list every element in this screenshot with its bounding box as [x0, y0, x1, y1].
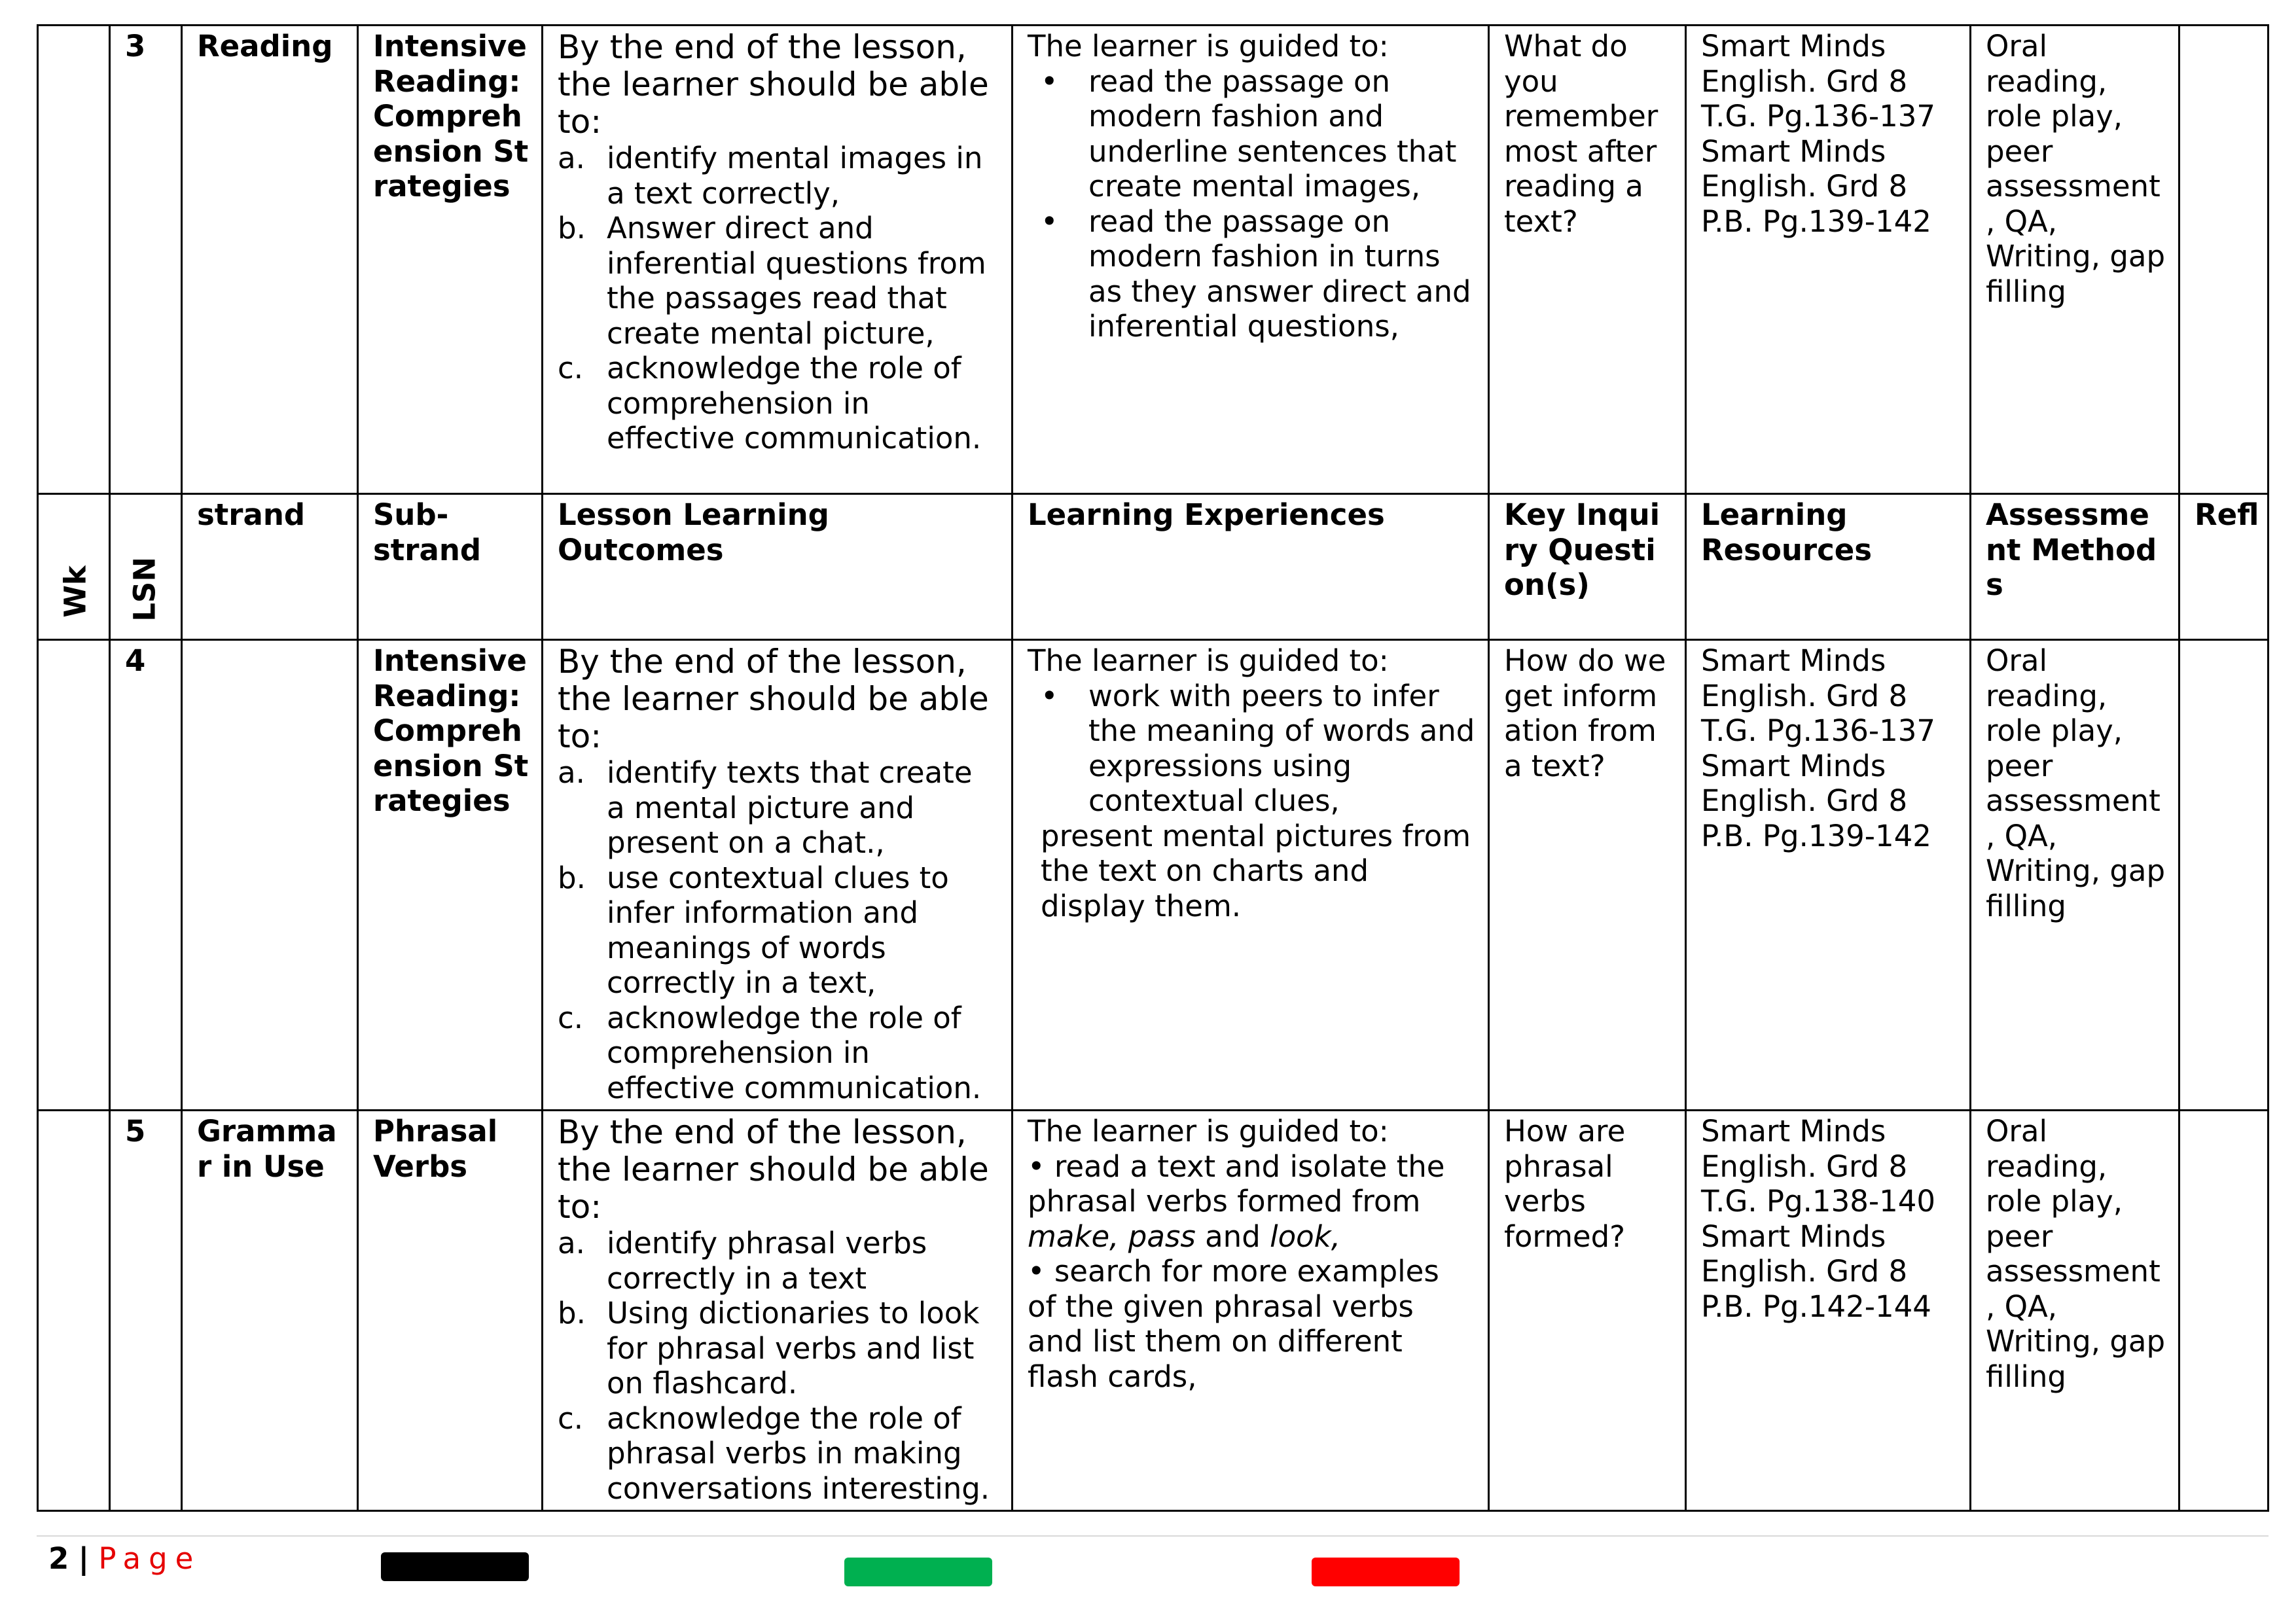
list-text: acknowledge the role of comprehension in effective communication. [607, 1000, 982, 1105]
list-text: read the passage on modern fashion in turns as they answer direct and inferential questions, [1088, 204, 1471, 344]
week-cell [38, 1111, 110, 1511]
bullet-icon: • [1041, 63, 1058, 99]
list-item [558, 1001, 999, 1106]
list-text: acknowledge the role of phrasal verbs in making conversations interesting. [607, 1400, 990, 1506]
list-text: Using dictionaries to look for phrasal verbs and list on flashcard. [607, 1296, 980, 1400]
list-item [558, 1296, 999, 1401]
week-cell [38, 26, 110, 494]
substrand-cell: Intensive Reading: Comprehension Strategies [358, 26, 543, 494]
list-text: identify texts that create a mental picture and present on a chat., [607, 755, 973, 860]
substrand-cell: Intensive Reading: Comprehension Strategies [358, 640, 543, 1111]
list-marker: a. [558, 141, 585, 175]
list-item [1041, 679, 1476, 819]
assessment-cell: Oral reading, role play, peer assessment , QA, Writing, gap filling [1971, 640, 2179, 1111]
experience-item [1028, 1149, 1476, 1255]
header-outcomes: Lesson Learning Outcomes [543, 494, 1013, 640]
table-header-row [38, 494, 2269, 640]
list-text: identify mental images in a text correctly, [607, 141, 983, 211]
experience-verb: make, pass [1028, 1219, 1196, 1254]
page-separator: | [78, 1541, 90, 1576]
reflection-cell [2179, 640, 2269, 1111]
reflection-cell [2179, 26, 2269, 494]
list-text: work with peers to infer the meaning of words and expressions using contextual clues, [1088, 678, 1475, 818]
list-marker: b. [558, 860, 586, 895]
list-item [558, 1401, 999, 1507]
list-item [558, 351, 999, 456]
header-refl: Refl [2179, 494, 2269, 640]
list-marker: c. [558, 1400, 584, 1436]
outcomes-lead: By the end of the lesson, the learner should be able to: [558, 1113, 989, 1226]
header-strand: strand [182, 494, 358, 640]
experiences-tail: present mental pictures from the text on charts and display them. [1041, 818, 1471, 923]
experiences-list [1028, 679, 1476, 819]
experiences-lead: The learner is guided to: [1028, 1114, 1389, 1149]
outcomes-lead: By the end of the lesson, the learner should be able to: [558, 643, 989, 755]
list-item [1041, 204, 1476, 344]
strand-cell: Grammar in Use [182, 1111, 358, 1511]
header-wk-label: Wk [58, 565, 93, 618]
experience-text: • read a text and isolate the phrasal verbs formed from [1028, 1149, 1445, 1219]
experiences-lead: The learner is guided to: [1028, 643, 1389, 678]
reflection-cell [2179, 1111, 2269, 1511]
color-bar-red [1312, 1558, 1460, 1586]
header-lsn-label: LSN [127, 556, 162, 622]
lesson-number: 3 [110, 26, 182, 494]
header-experiences: Learning Experiences [1013, 494, 1489, 640]
outcomes-cell [543, 640, 1013, 1111]
list-item [558, 861, 999, 1001]
header-inquiry: Key Inquiry Question(s) [1489, 494, 1686, 640]
experience-item: • search for more examples of the given phrasal verbs and list them on different flash cards, [1028, 1254, 1439, 1394]
strand-cell: Reading [182, 26, 358, 494]
list-text: Answer direct and inferential questions from the passages read that create mental picture, [607, 211, 986, 351]
resources-cell: Smart Minds English. Grd 8 T.G. Pg.136-137 Smart Minds English. Grd 8 P.B. Pg.139-142 [1686, 26, 1971, 494]
list-item [558, 755, 999, 861]
inquiry-cell: What do you remember most after reading a text? [1489, 26, 1686, 494]
experiences-lead: The learner is guided to: [1028, 29, 1389, 63]
bullet-icon: • [1041, 204, 1058, 239]
assessment-cell: Oral reading, role play, peer assessment , QA, Writing, gap filling [1971, 26, 2179, 494]
header-resources: Learning Resources [1686, 494, 1971, 640]
table-row [38, 26, 2269, 494]
inquiry-cell: How do we get information from a text? [1489, 640, 1686, 1111]
lesson-number: 4 [110, 640, 182, 1111]
color-bar-black [381, 1552, 529, 1581]
experiences-cell [1013, 1111, 1489, 1511]
page-label: Page [98, 1541, 202, 1576]
assessment-cell: Oral reading, role play, peer assessment , QA, Writing, gap filling [1971, 1111, 2179, 1511]
color-bar-green [844, 1558, 992, 1586]
header-lsn [110, 494, 182, 640]
list-text: acknowledge the role of comprehension in effective communication. [607, 351, 982, 455]
outcomes-lead: By the end of the lesson, the learner should be able to: [558, 28, 989, 141]
list-text: read the passage on modern fashion and underline sentences that create mental images, [1088, 63, 1457, 204]
list-marker: c. [558, 1000, 584, 1035]
scheme-of-work-table [37, 24, 2269, 1512]
page-number: 2 [48, 1541, 69, 1576]
experiences-list [1028, 64, 1476, 344]
header-substrand: Sub-strand [358, 494, 543, 640]
list-item [558, 1226, 999, 1296]
experience-text: and [1195, 1219, 1270, 1254]
list-item [1041, 64, 1476, 204]
table-row [38, 640, 2269, 1111]
experiences-cell [1013, 640, 1489, 1111]
inquiry-cell: How are phrasal verbs formed? [1489, 1111, 1686, 1511]
footer-divider [37, 1535, 2269, 1537]
resources-cell: Smart Minds English. Grd 8 T.G. Pg.136-137 Smart Minds English. Grd 8 P.B. Pg.139-142 [1686, 640, 1971, 1111]
list-text: use contextual clues to infer information and meanings of words correctly in a text, [607, 860, 949, 1000]
list-marker: c. [558, 351, 584, 385]
outcomes-list [558, 755, 999, 1105]
bullet-icon: • [1041, 678, 1058, 713]
outcomes-list [558, 1226, 999, 1506]
list-text: identify phrasal verbs correctly in a text [607, 1226, 927, 1296]
experience-verb: look, [1270, 1219, 1341, 1254]
list-marker: a. [558, 755, 585, 790]
substrand-cell: Phrasal Verbs [358, 1111, 543, 1511]
list-item [558, 141, 999, 211]
header-assessment: Assessment Methods [1971, 494, 2179, 640]
outcomes-cell [543, 26, 1013, 494]
table-row [38, 1111, 2269, 1511]
resources-cell: Smart Minds English. Grd 8 T.G. Pg.138-140 Smart Minds English. Grd 8 P.B. Pg.142-144 [1686, 1111, 1971, 1511]
list-marker: b. [558, 1296, 586, 1330]
strand-cell [182, 640, 358, 1111]
week-cell [38, 640, 110, 1111]
list-marker: b. [558, 211, 586, 245]
list-marker: a. [558, 1226, 585, 1260]
lesson-number: 5 [110, 1111, 182, 1511]
experiences-cell [1013, 26, 1489, 494]
list-item [558, 211, 999, 351]
outcomes-list [558, 141, 999, 456]
header-wk [38, 494, 110, 640]
page-footer [48, 1539, 201, 1578]
outcomes-cell [543, 1111, 1013, 1511]
